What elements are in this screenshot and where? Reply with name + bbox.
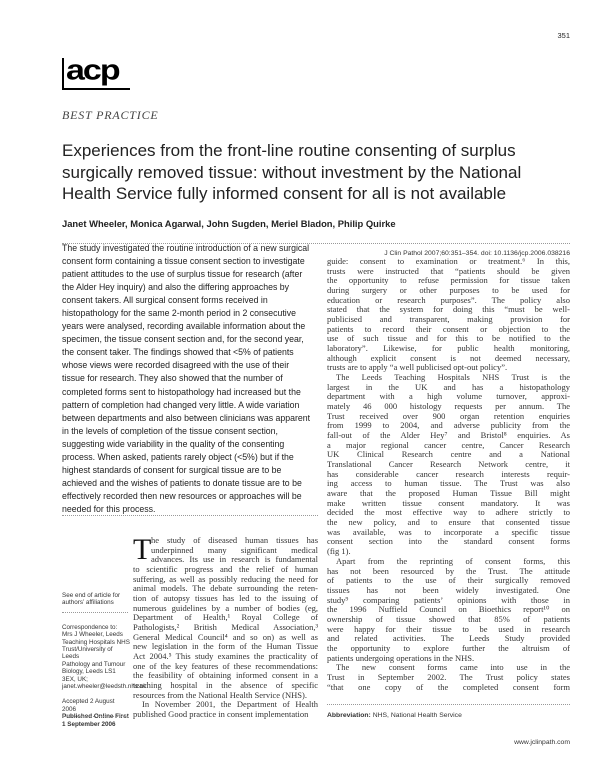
body-text-line: make written tissue consent mandatory. It was: [327, 497, 570, 508]
body-text-line: a major regional cancer centre, Cancer Research: [327, 439, 570, 450]
correspondence-line: Mrs J Wheeler, Leeds: [62, 631, 123, 639]
body-text-line: The Leeds Teaching Hospitals NHS Trust is the: [336, 372, 570, 383]
body-text-line: published Good practice in consent implementation: [133, 709, 309, 720]
abstract-line: completed forms sent to histopathology had increased but the: [62, 386, 301, 397]
body-text-line: mately 46 000 histology requests per annum. The: [327, 401, 570, 412]
body-column-middle: [133, 533, 318, 720]
body-text-line: new legislation in the form of the Human Tissue: [133, 641, 318, 652]
body-column-right: [327, 257, 570, 692]
published-label: Published Online First: [62, 713, 129, 721]
body-text-line: animal models. The debate surrounding the reten-: [133, 583, 318, 594]
body-text-line: trusts were instructed that “patients should be given: [327, 265, 570, 276]
correspondence-line: Teaching Hospitals NHS: [62, 638, 130, 646]
body-text-line: ownership of tissue showed that 85% of patients: [327, 613, 570, 624]
body-text-line: largest in the UK and has a histopathology: [327, 381, 570, 392]
body-text-line: during surgery or other purposes to be used for: [327, 285, 570, 296]
body-text-line: advances. Its use in research is fundamental: [151, 554, 318, 565]
author-list: Janet Wheeler, Monica Agarwal, John Sugden, Meriel Bladon, Philip Quirke: [62, 218, 396, 229]
body-text-line: guide: consent to examination or treatment.⁶ In this,: [327, 256, 570, 266]
affiliations-note: See end of article for: [62, 592, 121, 599]
body-text-line: the feasibility of obtaining informed consent in a: [133, 670, 318, 681]
abbreviation-label: Abbreviation:: [327, 712, 371, 719]
body-text-line: aware that the proposed Human Tissue Bill might: [327, 488, 570, 499]
abstract-line: patient attitudes to the use of surplus tissue for research (after: [62, 269, 303, 280]
section-label: BEST PRACTICE: [62, 108, 159, 122]
correspondence-line: Correspondence to:: [62, 623, 118, 631]
body-text-line: Pathologists,² British Medical Association,³: [133, 622, 318, 633]
body-text-line: has not been resourced by the Trust. The attitude: [327, 565, 570, 576]
article-title: [62, 140, 562, 205]
body-text-line: Trust in September 2002. The Trust policy states: [327, 671, 570, 682]
body-text-line: “that one copy of the completed consent form: [327, 681, 570, 692]
body-text-line: The new consent forms came into use in the: [336, 662, 570, 673]
body-text-line: he study of diseased human tissues has: [151, 535, 318, 545]
body-text-line: numerous guidelines by a number of bodies (eg,: [133, 602, 318, 613]
body-text-line: the opportunity to explore further the altruism of: [327, 642, 570, 653]
affiliations-note: authors’ affiliations: [62, 599, 114, 607]
body-text-line: from 1999 to 2004, and adverse publicity from the: [327, 420, 570, 431]
body-text-line: teaching hospital in the absence of specific: [133, 680, 318, 691]
body-text-line: use of such tissue and for this to be notified to the: [327, 333, 570, 344]
body-text-line: stated that the system for doing this “must be well-: [327, 304, 570, 315]
divider: [62, 612, 128, 613]
body-text-line: the 1996 Nuffield Council on Bioethics report¹⁰ on: [327, 604, 570, 615]
body-text-line: fall-out of the Alder Hey⁷ and Bristol⁸ enquiries. As: [327, 430, 570, 441]
body-text-line: UK Clinical Research centre and a National: [327, 449, 570, 460]
body-text-line: were happy for their tissue to be used in research: [327, 623, 570, 634]
abstract-line: the consent taker. The findings showed that <5% of patients: [62, 347, 294, 358]
body-text-line: tion of autopsy tissues has led to the issuing of: [133, 593, 318, 604]
body-text-line: decided the most effective way to adhere strictly to: [327, 507, 570, 518]
abstract-line: highest standards of consent for surgical tissue are to be: [62, 464, 282, 475]
body-text-line: department with a high volume turnover, approxi-: [327, 391, 570, 402]
title-line: Health Service fully informed consent for all is not available: [62, 184, 507, 203]
published-date: 1 September 2006: [62, 720, 116, 728]
title-line: surgically removed tissue: without investment by the National: [62, 162, 522, 182]
abstract-line: process. When asked, patients rarely object (<5%) but if the: [62, 451, 294, 462]
journal-logo-text: acp: [66, 53, 119, 87]
body-text-line: tissues has not been widely investigated. One: [327, 584, 570, 595]
divider: [62, 716, 128, 717]
body-text-line: resources from the National Health Service (NHS).: [133, 689, 307, 700]
abstract-line: The study investigated the routine introduction of a new surgical: [62, 243, 310, 253]
abstract-line: the Alder Hey inquiry) and also the differing approaches by: [62, 282, 289, 293]
correspondence-line: Biology, Leeds LS1 3EX, UK;: [62, 668, 116, 683]
page-number: 351: [557, 31, 570, 40]
abstract-line: in the levels of completion of the tissue consent section,: [62, 425, 278, 436]
drop-cap: T: [133, 533, 152, 566]
body-text-line: education or research purposes”. The policy also: [327, 294, 570, 305]
abstract-line: histopathology for the same 2-month period in 2 consecutive: [62, 308, 296, 319]
body-text-line: although explicit consent is not deemed necessary,: [327, 352, 570, 363]
body-text-line: trusts are to apply “a well publicised opt-out policy”.: [327, 362, 508, 373]
abstract-line: suggesting wide variability in the quality of the consenting: [62, 438, 285, 449]
journal-website-link[interactable]: www.jclinpath.com: [514, 739, 570, 746]
body-text-line: suffering, as well as possibly reducing the need for: [133, 573, 318, 584]
body-text-line: laboratory”. Likewise, for public health monitoring,: [327, 343, 570, 354]
abstract: [62, 242, 320, 516]
abstract-line: pattern of completion had changed very little. A wide variation: [62, 399, 300, 410]
correspondence-line: Trust/University of Leeds: [62, 646, 113, 661]
abstract-line: specimen, the tissue consent section and, for the second year,: [62, 334, 304, 345]
body-text-line: study⁹ comparing patients’ opinions with those in: [327, 594, 570, 605]
abbreviation-text: NHS, National Health Service: [372, 712, 462, 719]
abstract-line: consent takers. All surgical consent forms received in: [62, 295, 268, 306]
body-text-line: publicised and transparent, making provision for: [327, 314, 570, 325]
correspondence-line: Pathology and Tumour: [62, 660, 126, 668]
body-text-line: and related activities. The Leeds Study provided: [327, 633, 570, 644]
correspondence: [62, 623, 147, 691]
abstract-line: tissue for research. They also showed that the number of: [62, 373, 283, 384]
divider: [327, 704, 570, 705]
body-text-line: the opportunity to refuse permission for tissue taken: [327, 275, 570, 286]
body-text-line: ing access to human tissue. The Trust was also: [327, 478, 570, 489]
body-text-line: one of the key features of these recommendations:: [133, 660, 318, 671]
abstract-line: between departments and also between clinicians was apparent: [62, 412, 311, 423]
body-text-line: Trust received over 900 organ retention enquiries: [327, 410, 570, 421]
abstract-line: consent form containing a tissue consent section to investigate: [62, 256, 305, 267]
abstract-line: effectively recorded then new resources or approaches will be: [62, 490, 302, 501]
body-text-line: was available, was to incorporate a specific tissue: [327, 526, 570, 537]
accepted-date: Accepted 2 August 2006: [62, 698, 115, 713]
abstract-line: years were analysed, recording available information about the: [62, 321, 306, 332]
body-text-line: patients undergoing operations in the NHS.: [327, 652, 475, 663]
correspondence-line[interactable]: janet.wheeler@leedsth.nhs.uk: [62, 683, 147, 691]
body-text-line: patients to record their consent or objection to the: [327, 323, 570, 334]
body-text-line: Department of Health,¹ Royal College of: [133, 612, 318, 623]
abstract-line: needed for this process.: [62, 503, 156, 514]
body-text-line: the new policy, and to ensure that consented tissue: [327, 517, 570, 528]
title-line: Experiences from the front-line routine consenting of surplus: [62, 141, 516, 160]
abbreviations: [327, 712, 462, 719]
abstract-line: achieved and the wishes of patients to donate tissue are to be: [62, 477, 302, 488]
body-text-line: (fig 1).: [327, 546, 351, 557]
body-text-line: In November 2001, the Department of Health: [142, 699, 318, 710]
divider: [62, 515, 318, 516]
abstract-line: whose views were recorded disagreed with the use of their: [62, 360, 290, 371]
body-text-line: Translational Cancer Research Network centre, it: [327, 459, 570, 470]
journal-logo: [62, 53, 130, 90]
body-text-line: to scientific progress and the relief of human: [133, 564, 318, 575]
body-text-line: Apart from the reprinting of consent forms, this: [336, 555, 570, 566]
body-text-line: of patients to the use of their surgically removed: [327, 575, 570, 586]
citation: J Clin Pathol 2007;60:351–354. doi: 10.1136/jcp.2006.038216: [384, 250, 570, 257]
body-text-line: underpinned many significant medical: [151, 544, 318, 555]
body-text-line: has considerable cancer research interests requir-: [327, 468, 570, 479]
body-text-line: consent section into the standard consent forms: [327, 536, 570, 547]
body-text-line: Act 2004.⁵ This study examines the practicality of: [133, 651, 318, 662]
body-text-line: General Medical Council⁴ and so on) as well as: [133, 631, 318, 642]
